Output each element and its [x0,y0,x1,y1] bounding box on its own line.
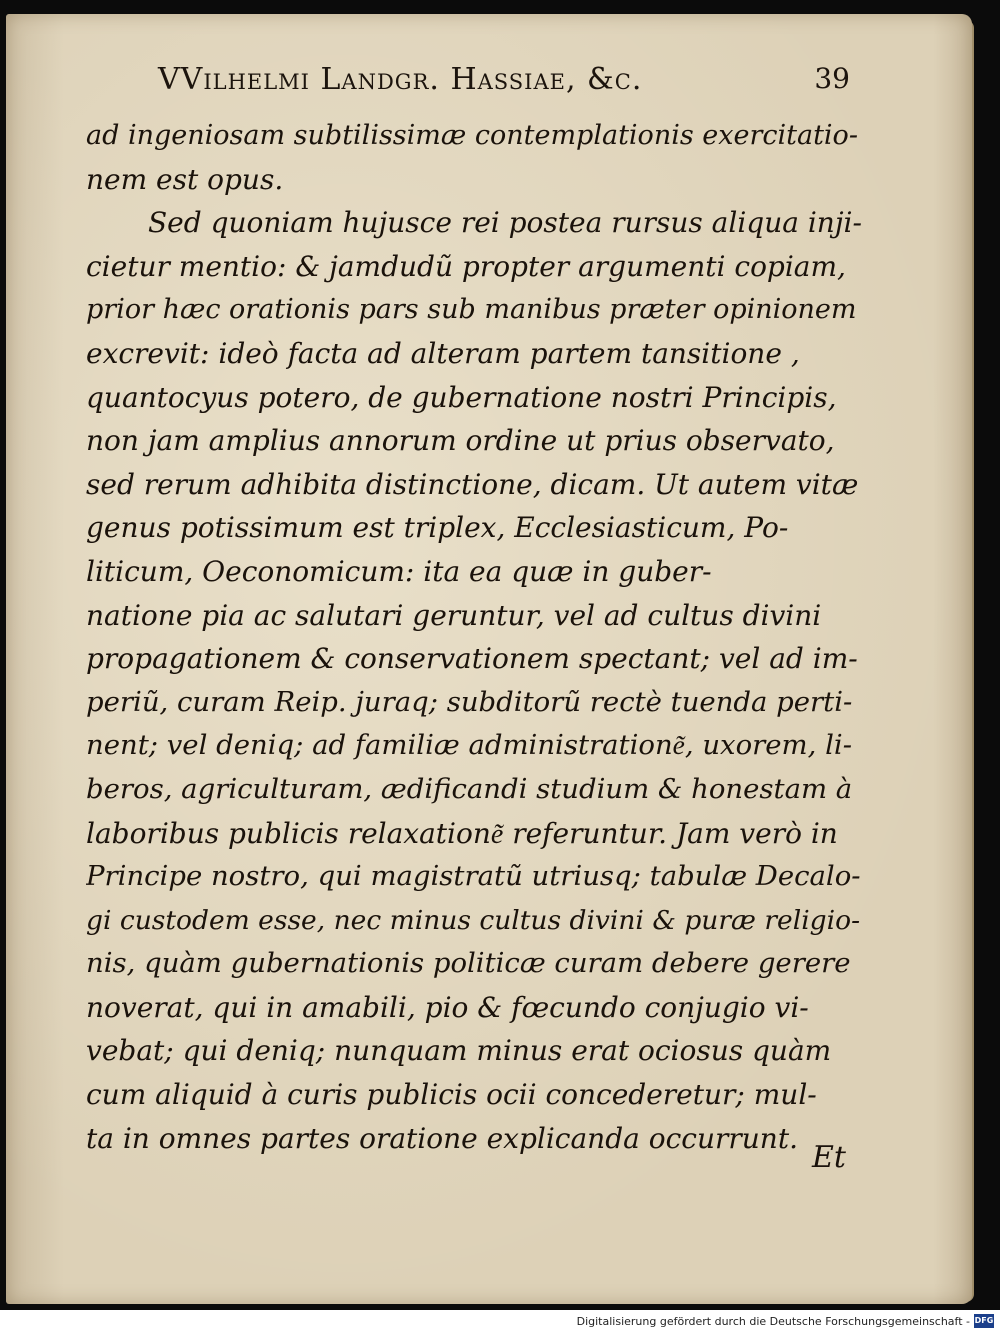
text-line: nent; vel deniq; ad familiæ administratione͂, uxorem, li- [86,729,852,762]
text-line: non jam amplius annorum ordine ut prius observato, [86,424,835,458]
text-line: ad ingeniosam subtilissimæ contemplationis exercitatio- [86,120,858,151]
text-line: prior hæc orationis pars sub manibus præter opinionem [86,294,857,326]
text-line: ta in omnes partes oratione explicanda occurrunt. [86,1121,798,1155]
running-head: VVilhelmi Landgr. Hassiae, &c. [158,62,643,97]
text-line: nis, quàm gubernationis politicæ curam debere gerere [86,947,851,980]
text-line: periũ, curam Reip. juraq; subditorũ rectè tuenda perti- [86,685,853,718]
page-header [158,62,858,106]
text-line: propagationem & conservationem spectant; vel ad im- [86,642,858,676]
text-line: excrevit: ideò facta ad alteram partem tansitione , [86,336,800,370]
text-line: noverat, qui in amabili, pio & fœcundo conjugio vi- [86,990,809,1024]
text-line: vebat; qui deniq; nunquam minus erat ociosus quàm [86,1034,832,1068]
digitization-footer [0,1310,1000,1334]
page-number: 39 [814,62,850,95]
text-line: cum aliquid à curis publicis ocii concederetur; mul- [86,1078,817,1112]
text-line: quantocyus potero, de gubernatione nostri Principis, [86,380,837,414]
text-line: beros, agriculturam, ædificandi studium & honestam à [86,772,853,805]
text-line: cietur mentio: & jamdudũ propter argumenti copiam, [86,249,846,283]
funding-credit: Digitalisierung gefördert durch die Deutsche Forschungsgemeinschaft - [576,1315,970,1328]
text-line: Sed quoniam hujusce rei postea rursus aliqua inji- [148,206,862,240]
text-line: sed rerum adhibita distinctione, dicam. Ut autem vitæ [86,467,859,501]
text-line: nem est opus. [86,162,284,196]
dfg-logo: DFG [974,1314,994,1328]
body-text [86,114,862,1160]
text-line: gi custodem esse, nec minus cultus divini & puræ religio- [86,904,861,936]
text-line: liticum, Oeconomicum: ita ea quæ in guber- [86,554,712,588]
text-line: laboribus publicis relaxatione͂ referuntur. Jam verò in [86,816,838,850]
text-line: genus potissimum est triplex, Ecclesiasticum, Po- [86,511,789,545]
catchword: Et [812,1140,846,1175]
text-line: natione pia ac salutari geruntur, vel ad cultus divini [86,598,822,632]
text-line: Principe nostro, qui magistratũ utriusq; tabulæ Decalo- [86,860,861,893]
